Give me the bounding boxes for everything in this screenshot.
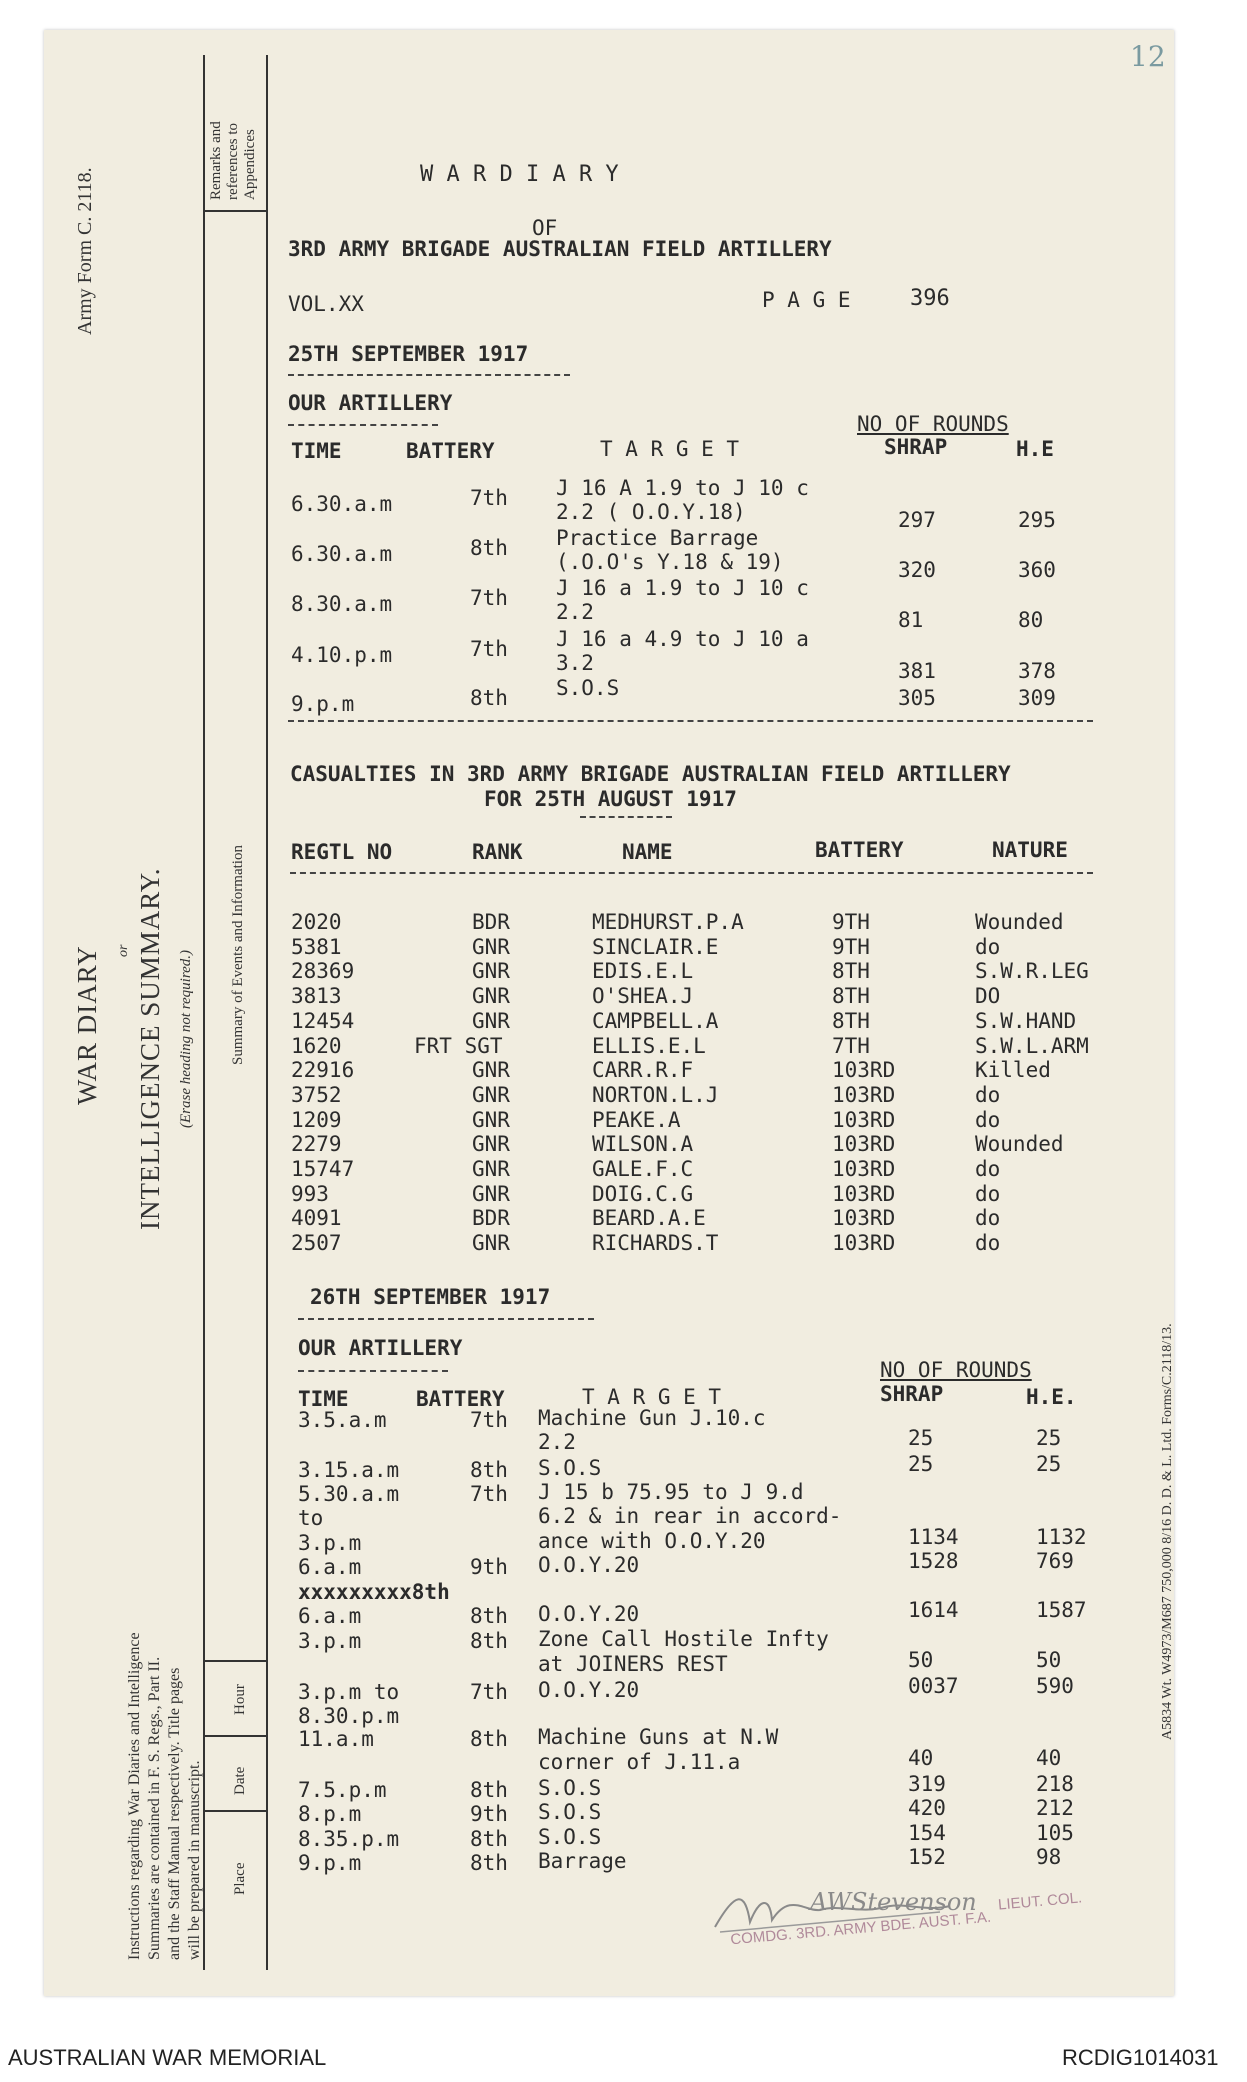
row-battery: 8th [470, 1827, 508, 1851]
row-time: 3.p.m to [298, 1680, 400, 1704]
casualty-battery: 103RD [832, 1132, 896, 1157]
casualty-name: MEDHURST.P.A [592, 910, 744, 934]
row-target: 6.2 & in rear in accord- [538, 1504, 842, 1528]
row-battery: 8th [470, 1604, 508, 1628]
row-shrap: 25 [908, 1426, 934, 1450]
remarks-column-label: Remarks and references to Appendices [208, 121, 258, 200]
row-time: 9.p.m [298, 1851, 362, 1875]
casualty-rank: GNR [472, 1107, 510, 1132]
row-target: corner of J.11.a [538, 1750, 741, 1774]
row-time: 9.p.m [291, 692, 355, 716]
row-battery: 9th [470, 1802, 508, 1826]
casualty-rank: GNR [472, 984, 510, 1009]
row-shrap: 420 [908, 1796, 946, 1820]
row-target: Barrage [538, 1849, 627, 1873]
row-shrap: 1528 [908, 1549, 959, 1573]
casualty-nature: Wounded [975, 1132, 1064, 1157]
casualties-title: CASUALTIES IN 3RD ARMY BRIGADE AUSTRALIAN FIELD ARTILLERY [290, 762, 1011, 786]
row-battery: 7th [470, 586, 508, 610]
casualty-regtl-no: 2507 [291, 1231, 342, 1256]
casualty-nature: S.W.R.LEG [975, 959, 1089, 984]
row-he: 295 [1018, 508, 1056, 532]
casualty-nature: do [975, 1181, 1001, 1206]
row-target: S.O.S [538, 1800, 602, 1824]
casualty-regtl-no: 1620 [291, 1033, 342, 1058]
header-battery: BATTERY [815, 838, 904, 862]
divider [298, 1318, 594, 1320]
casualty-rank: BDR [472, 1206, 510, 1231]
casualty-nature: Wounded [975, 910, 1064, 934]
casualty-battery: 103RD [832, 1157, 896, 1181]
row-time: to [298, 1506, 324, 1530]
casualty-battery: 103RD [832, 1058, 896, 1083]
row-target: Machine Guns at N.W [538, 1725, 779, 1749]
row-battery: 8th [470, 1778, 508, 1802]
row-time: 8.30.a.m [291, 592, 393, 616]
row-battery: 9th [470, 1555, 508, 1579]
war-diary-heading: WAR DIARY [72, 945, 102, 1105]
casualty-battery: 103RD [832, 1107, 896, 1132]
row-target: O.O.Y.20 [538, 1553, 640, 1577]
row-shrap: 297 [898, 508, 936, 532]
row-target: at JOINERS REST [538, 1652, 728, 1676]
casualty-rank: GNR [472, 1082, 510, 1107]
divider [288, 720, 1093, 722]
header-nature: NATURE [992, 838, 1068, 862]
unit-name: 3RD ARMY BRIGADE AUSTRALIAN FIELD ARTILLERY [288, 237, 832, 261]
row-battery: 8th [470, 1851, 508, 1875]
instructions-note: Instructions regarding War Diaries and Intelligence Summaries are contained in F. S. Regs., Part II. and the Staff Manual respectively. Title pages will be prepared in manuscript. [126, 1632, 203, 1960]
row-battery: 8th [470, 686, 508, 710]
row-he: 590 [1036, 1674, 1074, 1698]
row-time: 11.a.m [298, 1727, 374, 1751]
casualty-battery: 103RD [832, 1181, 896, 1206]
row-battery: 8th [470, 536, 508, 560]
row-he: 1132 [1036, 1525, 1087, 1549]
row-time: 8.30.p.m [298, 1704, 400, 1728]
header-he: H.E. [1026, 1385, 1077, 1409]
war-diary-title: W A R D I A R Y [420, 162, 619, 187]
row-he: 378 [1018, 659, 1056, 683]
row-time: 6.30.a.m [291, 542, 393, 566]
row-he: 105 [1036, 1821, 1074, 1845]
print-code: A5834 Wt. W4973/M687 750,000 8/16 D. D. & L. Ltd. Forms/C.2118/13. [1160, 1323, 1175, 1740]
casualty-rank: GNR [472, 1157, 510, 1181]
casualty-battery: 9TH [832, 910, 870, 934]
row-time: 5.30.a.m [298, 1482, 400, 1506]
row-time: 6.30.a.m [291, 492, 393, 516]
place-rule [203, 1810, 266, 1812]
casualty-nature: DO [975, 984, 1001, 1009]
row-he: 309 [1018, 686, 1056, 710]
casualty-regtl-no: 1209 [291, 1107, 342, 1132]
header-regtl: REGTL NO [291, 840, 393, 864]
casualty-regtl-no: 2279 [291, 1132, 342, 1157]
header-battery: BATTERY [416, 1387, 505, 1411]
rounds-heading: NO OF ROUNDS [880, 1358, 1032, 1382]
casualty-name: SINCLAIR.E [592, 934, 719, 959]
casualty-battery: 8TH [832, 1008, 870, 1033]
row-he: 25 [1036, 1452, 1062, 1476]
casualty-name: NORTON.L.J [592, 1082, 719, 1107]
casualty-nature: do [975, 1157, 1001, 1181]
row-he: 25 [1036, 1426, 1062, 1450]
hour-rule [203, 1660, 266, 1662]
margin-rule [203, 55, 205, 1970]
casualty-nature: S.W.L.ARM [975, 1033, 1089, 1058]
casualty-rank: FRT SGT [414, 1033, 503, 1058]
casualty-nature: Killed [975, 1058, 1051, 1083]
row-he: 769 [1036, 1549, 1074, 1573]
casualty-rank: BDR [472, 910, 510, 934]
column-rule [266, 55, 268, 1970]
row-shrap: 0037 [908, 1674, 959, 1698]
erase-note: (Erase heading not required.) [178, 949, 194, 1128]
header-rank: RANK [472, 840, 523, 864]
row-he: 40 [1036, 1746, 1062, 1770]
row-time: 3.5.a.m [298, 1408, 387, 1432]
header-battery: BATTERY [406, 439, 495, 463]
row-battery: 7th [470, 637, 508, 661]
page-value: 396 [910, 286, 950, 311]
divider [290, 872, 1093, 874]
row-time: 3.15.a.m [298, 1458, 400, 1482]
row-target-cont: 2.2 ( O.O.Y.18) [556, 500, 746, 524]
casualty-nature: do [975, 1206, 1001, 1231]
row-shrap: 381 [898, 659, 936, 683]
row-target: Zone Call Hostile Infty [538, 1627, 829, 1651]
casualty-nature: S.W.HAND [975, 1008, 1077, 1033]
casualty-regtl-no: 5381 [291, 934, 342, 959]
casualty-battery: 7TH [832, 1033, 870, 1058]
casualty-name: GALE.F.C [592, 1157, 694, 1181]
row-time: 3.p.m [298, 1629, 362, 1653]
footer-source: AUSTRALIAN WAR MEMORIAL [8, 2045, 327, 2070]
row-target: S.O.S [538, 1776, 602, 1800]
page-number: 12 [1130, 40, 1166, 73]
casualty-name: PEAKE.A [592, 1107, 681, 1132]
row-battery: 8th [470, 1629, 508, 1653]
day1-section: OUR ARTILLERY [288, 391, 453, 415]
of-label: OF [532, 216, 558, 240]
header-time: TIME [298, 1387, 349, 1411]
date-rule [203, 1735, 266, 1737]
casualty-nature: do [975, 1231, 1001, 1256]
casualty-regtl-no: 12454 [291, 1008, 355, 1033]
row-target: J 15 b 75.95 to J 9.d [538, 1480, 804, 1504]
casualty-rank: GNR [472, 1132, 510, 1157]
header-shrap: SHRAP [880, 1382, 944, 1406]
row-time: 4.10.p.m [291, 643, 393, 667]
casualty-regtl-no: 3752 [291, 1082, 342, 1107]
row-target: J 16 a 1.9 to J 10 c [556, 576, 809, 600]
row-target: ance with O.O.Y.20 [538, 1529, 766, 1553]
casualty-name: RICHARDS.T [592, 1231, 719, 1256]
row-shrap: 152 [908, 1845, 946, 1869]
casualty-name: WILSON.A [592, 1132, 694, 1157]
row-shrap: 319 [908, 1772, 946, 1796]
stamp-command: COMDG. 3RD. ARMY BDE. AUST. F.A. [729, 1908, 992, 1949]
row-shrap: 305 [898, 686, 936, 710]
row-time: xxxxxxxxx8th [298, 1580, 450, 1604]
date-column-label: Date [232, 1766, 248, 1795]
row-he: 212 [1036, 1796, 1074, 1820]
casualty-battery: 8TH [832, 959, 870, 984]
day2-date: 26TH SEPTEMBER 1917 [310, 1285, 551, 1309]
row-he: 80 [1018, 608, 1044, 632]
rounds-heading: NO OF ROUNDS [857, 412, 1009, 436]
casualty-regtl-no: 993 [291, 1181, 329, 1206]
row-battery: 7th [470, 486, 508, 510]
row-shrap: 320 [898, 558, 936, 582]
header-target: T A R G E T [582, 1385, 722, 1409]
summary-column-label: Summary of Events and Information [230, 845, 246, 1065]
row-shrap: 40 [908, 1746, 934, 1770]
row-battery: 7th [470, 1680, 508, 1704]
or-label: or [116, 944, 131, 957]
row-he: 218 [1036, 1772, 1074, 1796]
casualty-rank: GNR [472, 959, 510, 984]
row-target: S.O.S [538, 1825, 602, 1849]
casualty-battery: 103RD [832, 1082, 896, 1107]
row-time: 6.a.m [298, 1604, 362, 1628]
row-time: 6.a.m [298, 1555, 362, 1579]
casualty-name: CARR.R.F [592, 1058, 694, 1083]
casualty-regtl-no: 3813 [291, 984, 342, 1009]
stamp-rank: LIEUT. COL. [997, 1889, 1083, 1914]
row-shrap: 25 [908, 1452, 934, 1476]
volume: VOL.XX [288, 292, 364, 316]
row-shrap: 1614 [908, 1598, 959, 1622]
casualty-battery: 9TH [832, 934, 870, 959]
casualty-regtl-no: 28369 [291, 959, 355, 984]
row-target: Practice Barrage [556, 526, 759, 550]
row-target: O.O.Y.20 [538, 1602, 640, 1626]
row-time: 8.p.m [298, 1802, 362, 1826]
casualty-battery: 103RD [832, 1231, 896, 1256]
header-time: TIME [291, 439, 342, 463]
row-time: 8.35.p.m [298, 1827, 400, 1851]
row-he: 1587 [1036, 1598, 1087, 1622]
header-shrap: SHRAP [884, 435, 948, 459]
signature-name: AWStevenson [810, 1888, 977, 1916]
row-target: O.O.Y.20 [538, 1678, 640, 1702]
casualty-regtl-no: 4091 [291, 1206, 342, 1231]
divider [580, 816, 672, 818]
row-shrap: 50 [908, 1648, 934, 1672]
casualty-name: CAMPBELL.A [592, 1008, 719, 1033]
row-he: 50 [1036, 1648, 1062, 1672]
casualty-name: BEARD.A.E [592, 1206, 706, 1231]
row-he: 360 [1018, 558, 1056, 582]
row-target: S.O.S [538, 1456, 602, 1480]
casualty-battery: 8TH [832, 984, 870, 1009]
remarks-rule [203, 210, 266, 212]
header-name: NAME [622, 840, 673, 864]
casualties-subtitle: FOR 25TH AUGUST 1917 [484, 787, 737, 811]
casualty-rank: GNR [472, 1058, 510, 1083]
casualty-name: DOIG.C.G [592, 1181, 694, 1206]
casualty-name: ELLIS.E.L [592, 1033, 706, 1058]
place-column-label: Place [232, 1862, 248, 1895]
army-form-label: Army Form C. 2118. [74, 167, 96, 335]
divider [288, 424, 438, 426]
casualty-battery: 103RD [832, 1206, 896, 1231]
row-battery: 7th [470, 1482, 508, 1506]
row-shrap: 154 [908, 1821, 946, 1845]
row-target-cont: 2.2 [556, 600, 594, 624]
intelligence-summary-heading: INTELLIGENCE SUMMARY. [135, 867, 165, 1230]
divider [298, 1370, 448, 1372]
row-target: J 16 A 1.9 to J 10 c [556, 476, 809, 500]
row-time: 7.5.p.m [298, 1778, 387, 1802]
day2-section: OUR ARTILLERY [298, 1336, 463, 1360]
row-battery: 8th [470, 1727, 508, 1751]
day1-date: 25TH SEPTEMBER 1917 [288, 342, 529, 366]
row-time: 3.p.m [298, 1531, 362, 1555]
row-target-cont: 3.2 [556, 651, 594, 675]
casualty-rank: GNR [472, 1008, 510, 1033]
casualty-nature: do [975, 934, 1001, 959]
casualty-rank: GNR [472, 934, 510, 959]
casualty-regtl-no: 2020 [291, 910, 342, 934]
casualty-nature: do [975, 1107, 1001, 1132]
footer-id: RCDIG1014031 [1062, 2045, 1219, 2070]
hour-column-label: Hour [232, 1684, 248, 1715]
casualty-nature: do [975, 1082, 1001, 1107]
row-battery: 7th [470, 1408, 508, 1432]
row-target-cont: (.O.O's Y.18 & 19) [556, 550, 784, 574]
header-target: T A R G E T [600, 437, 740, 461]
row-target: 2.2 [538, 1430, 576, 1454]
casualty-name: O'SHEA.J [592, 984, 694, 1009]
casualty-regtl-no: 22916 [291, 1058, 355, 1083]
row-shrap: 81 [898, 608, 924, 632]
header-he: H.E [1016, 437, 1054, 461]
row-battery: 8th [470, 1458, 508, 1482]
casualty-name: EDIS.E.L [592, 959, 694, 984]
divider [288, 374, 570, 376]
casualty-rank: GNR [472, 1181, 510, 1206]
casualty-rank: GNR [472, 1231, 510, 1256]
casualty-regtl-no: 15747 [291, 1157, 355, 1181]
page-label: P A G E [762, 288, 851, 312]
row-target: Machine Gun J.10.c [538, 1406, 766, 1430]
row-he: 98 [1036, 1845, 1062, 1869]
row-target: J 16 a 4.9 to J 10 a [556, 627, 809, 651]
row-shrap: 1134 [908, 1525, 959, 1549]
row-target: S.O.S [556, 676, 620, 700]
